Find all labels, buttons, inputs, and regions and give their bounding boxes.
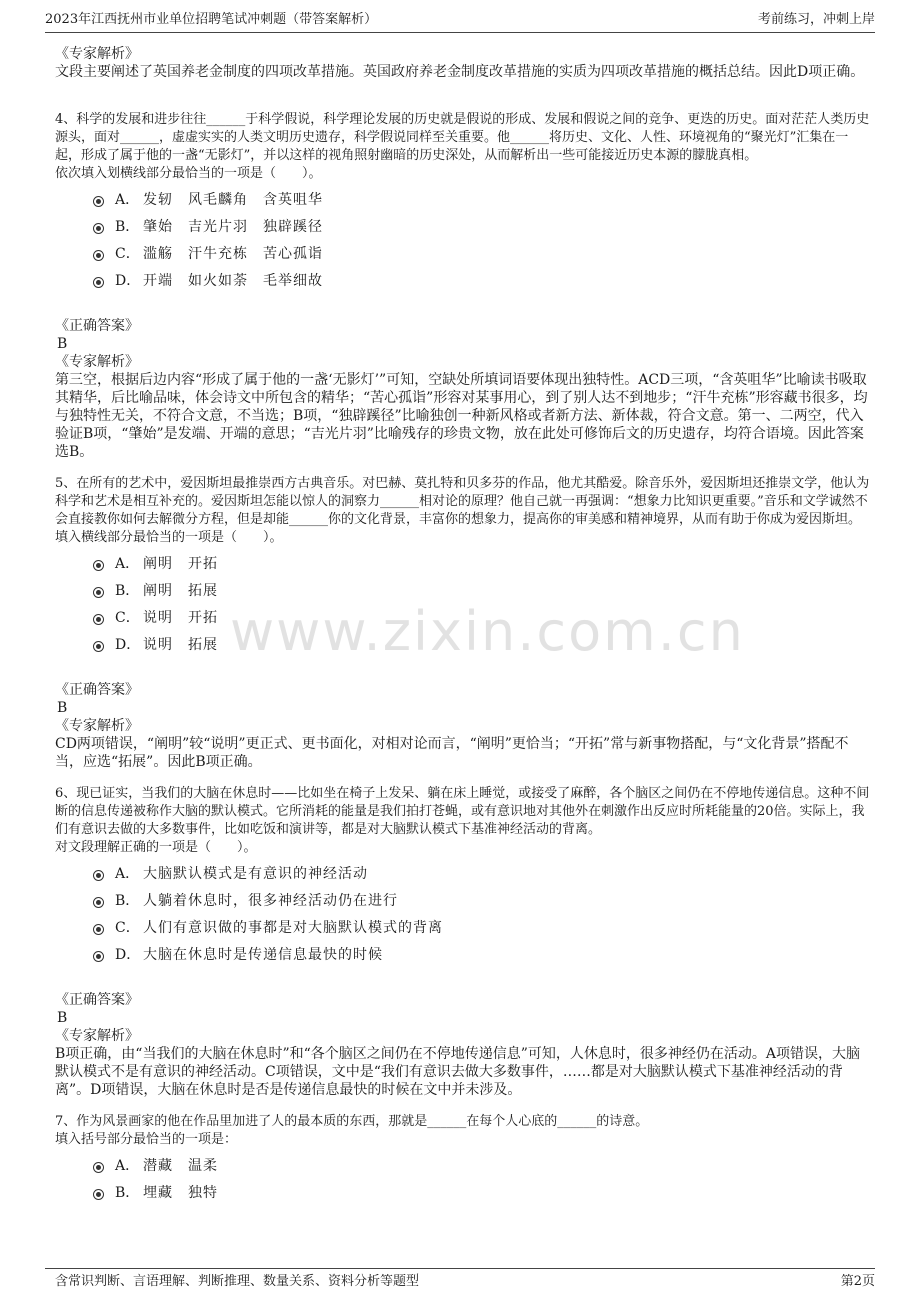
- options-list: [55, 551, 870, 659]
- option-letter: D．: [115, 273, 141, 289]
- expert-analysis-label: 《专家解析》: [55, 718, 139, 734]
- analysis-text: 第三空，根据后边内容“形成了属于他的一盏‘无影灯’”可知，空缺处所填词语要体现出独特性。ACD三项，“含英咀华”比喻读书吸取其精华，后比喻品味，体会诗文中所包含的精华；“苦心孤诣”形容对某事用心，到了别人达不到地步；“汗牛充栋”形容藏书很多，均与独特性无关，不符合文意，不当选；B项，“独辟蹊径”比喻独创一种新风格或者新方法、新体裁，符合文意。第一、二两空，代入验证B项，“肇始”是发端、开端的意思；“吉光片羽”比喻残存的珍贵文物，放在此处可修饰后文的历史遗存，均符合语境。因此答案选B。: [55, 372, 868, 460]
- option-text: 说明 开拓: [143, 610, 218, 626]
- question-text: 5、在所有的艺术中，爱因斯坦最推崇西方古典音乐。对巴赫、莫扎特和贝多芬的作品，他尤其酷爱。除音乐外，爱因斯坦还推崇文学，他认为科学和艺术是相互补充的。爱因斯坦怎能以惊人的洞察力______相对论的原理？他自己就一再强调：“想象力比知识更重要。”音乐和文学诚然不会直接教你如何去解微分方程，但是却能______你的文化背景，丰富你的想象力，提高你的审美感和精神境界，从而有助于你成为爱因斯坦。: [55, 476, 870, 527]
- radio-icon: [93, 1162, 104, 1173]
- correct-answer: B: [57, 336, 68, 352]
- option-letter: C．: [115, 610, 140, 626]
- option-text: 说明 拓展: [143, 637, 218, 653]
- page-content: [55, 45, 870, 1207]
- option-d[interactable]: [55, 942, 870, 969]
- question-text: 7、作为风景画家的他在作品里加进了人的最本质的东西，那就是______在每个人心底的______的诗意。: [55, 1114, 649, 1129]
- option-letter: B．: [115, 583, 140, 599]
- option-letter: B．: [115, 219, 140, 235]
- options-list: [55, 861, 870, 969]
- question-prompt: 对文段理解正确的一项是（ ）。: [55, 840, 257, 855]
- radio-icon: [93, 951, 104, 962]
- option-b[interactable]: [55, 1180, 870, 1207]
- option-text: 大脑在休息时是传递信息最快的时候: [143, 947, 383, 963]
- q3-analysis-block: [55, 45, 870, 81]
- option-text: 人们有意识做的事都是对大脑默认模式的背离: [143, 920, 443, 936]
- option-text: 人躺着休息时，很多神经活动仍在进行: [143, 893, 398, 909]
- option-a[interactable]: [55, 861, 870, 888]
- analysis-text: 文段主要阐述了英国养老金制度的四项改革措施。英国政府养老金制度改革措施的实质为四项改革措施的概括总结。因此D项正确。: [55, 64, 865, 80]
- option-text: 阐明 拓展: [143, 583, 218, 599]
- option-letter: A．: [115, 1158, 140, 1174]
- option-letter: C．: [115, 246, 140, 262]
- option-a[interactable]: [55, 551, 870, 578]
- radio-icon: [93, 250, 104, 261]
- correct-answer: B: [57, 700, 68, 716]
- radio-icon: [93, 1189, 104, 1200]
- option-letter: D．: [115, 947, 141, 963]
- radio-icon: [93, 614, 104, 625]
- watermark: www.zixin.com.cn: [230, 600, 745, 663]
- question-text: 4、科学的发展和进步往往______于科学假说，科学理论发展的历史就是假说的形成、发展和假说之间的竞争、更迭的历史。面对茫茫人类历史源头，面对______，虚虚实实的人类文明历史遗存，科学假说同样至关重要。他______将历史、文化、人性、环境视角的“聚光灯”汇集在一起，形成了属于他的一盏“无影灯”，并以这样的视角照射幽暗的历史深处，从而解析出一些可能接近历史本源的朦胧真相。: [55, 112, 870, 163]
- answer-block: [55, 317, 870, 461]
- radio-icon: [93, 641, 104, 652]
- header-slogan: 考前练习，冲刺上岸: [757, 12, 875, 27]
- option-letter: A．: [115, 866, 140, 882]
- option-letter: D．: [115, 637, 141, 653]
- options-list: [55, 1153, 870, 1207]
- question-text: 6、现已证实，当我们的大脑在休息时——比如坐在椅子上发呆、躺在床上睡觉，或接受了麻醉，各个脑区之间仍在不停地传递信息。这种不间断的信息传递被称作大脑的默认模式。它所消耗的能量是我们拍打苍蝇，或有意识地对其他外在刺激作出反应时所耗能量的20倍。实际上，我们有意识去做的大多数事件，比如吃饭和演讲等，都是对大脑默认模式下基准神经活动的背离。: [55, 786, 870, 837]
- option-c[interactable]: [55, 241, 870, 268]
- question-prompt: 填入括号部分最恰当的一项是：: [55, 1132, 238, 1147]
- option-b[interactable]: [55, 888, 870, 915]
- option-text: 发轫 风毛麟角 含英咀华: [143, 192, 323, 208]
- document-title: 2023年江西抚州市业单位招聘笔试冲刺题（带答案解析）: [45, 12, 378, 27]
- question-prompt: 依次填入划横线部分最恰当的一项是（ ）。: [55, 166, 322, 181]
- option-text: 埋藏 独特: [143, 1185, 218, 1201]
- option-text: 大脑默认模式是有意识的神经活动: [143, 866, 368, 882]
- option-letter: A．: [115, 556, 140, 572]
- option-a[interactable]: [55, 1153, 870, 1180]
- page-footer: [45, 1268, 875, 1295]
- correct-answer-label: 《正确答案》: [55, 682, 139, 698]
- page-header: [45, 8, 875, 33]
- correct-answer: B: [57, 1010, 68, 1026]
- option-d[interactable]: [55, 268, 870, 295]
- answer-block: [55, 681, 870, 771]
- radio-icon: [93, 196, 104, 207]
- option-text: 肇始 吉光片羽 独辟蹊径: [143, 219, 323, 235]
- option-a[interactable]: [55, 187, 870, 214]
- correct-answer-label: 《正确答案》: [55, 318, 139, 334]
- expert-analysis-label: 《专家解析》: [55, 46, 139, 62]
- option-d[interactable]: [55, 632, 870, 659]
- correct-answer-label: 《正确答案》: [55, 992, 139, 1008]
- option-text: 潜藏 温柔: [143, 1158, 218, 1174]
- option-text: 阐明 开拓: [143, 556, 218, 572]
- analysis-text: B项正确，由“当我们的大脑在休息时”和“各个脑区之间仍在不停地传递信息”可知，人休息时，很多神经仍在活动。A项错误，大脑默认模式不是有意识的神经活动。C项错误，文中是“我们有意识去做大多数事件，……都是对大脑默认模式下基准神经活动的背离”。D项错误，大脑在休息时是否是传递信息最快的时候在文中并未涉及。: [55, 1046, 861, 1098]
- option-b[interactable]: [55, 578, 870, 605]
- question-prompt: 填入横线部分最恰当的一项是（ ）。: [55, 530, 283, 545]
- expert-analysis-label: 《专家解析》: [55, 1028, 139, 1044]
- option-letter: B．: [115, 893, 140, 909]
- option-letter: A．: [115, 192, 140, 208]
- radio-icon: [93, 587, 104, 598]
- option-letter: B．: [115, 1185, 140, 1201]
- radio-icon: [93, 924, 104, 935]
- radio-icon: [93, 277, 104, 288]
- option-text: 开端 如火如荼 毛举细故: [143, 273, 323, 289]
- page-number: 第2页: [840, 1274, 875, 1289]
- answer-block: [55, 991, 870, 1099]
- option-letter: C．: [115, 920, 140, 936]
- options-list: [55, 187, 870, 295]
- option-c[interactable]: [55, 915, 870, 942]
- question-5: [55, 475, 870, 771]
- radio-icon: [93, 223, 104, 234]
- radio-icon: [93, 870, 104, 881]
- question-4: [55, 111, 870, 461]
- analysis-text: CD两项错误，“阐明”较“说明”更正式、更书面化，对相对论而言，“阐明”更恰当；“开拓”常与新事物搭配，与“文化背景”搭配不当，应选“拓展”。因此B项正确。: [55, 736, 849, 770]
- question-6: [55, 785, 870, 1099]
- option-b[interactable]: [55, 214, 870, 241]
- question-7: [55, 1113, 870, 1207]
- expert-analysis-label: 《专家解析》: [55, 354, 139, 370]
- radio-icon: [93, 560, 104, 571]
- radio-icon: [93, 897, 104, 908]
- option-text: 滥觞 汗牛充栋 苦心孤诣: [143, 246, 323, 262]
- footer-categories: 含常识判断、言语理解、判断推理、数量关系、资料分析等题型: [55, 1274, 420, 1289]
- option-c[interactable]: [55, 605, 870, 632]
